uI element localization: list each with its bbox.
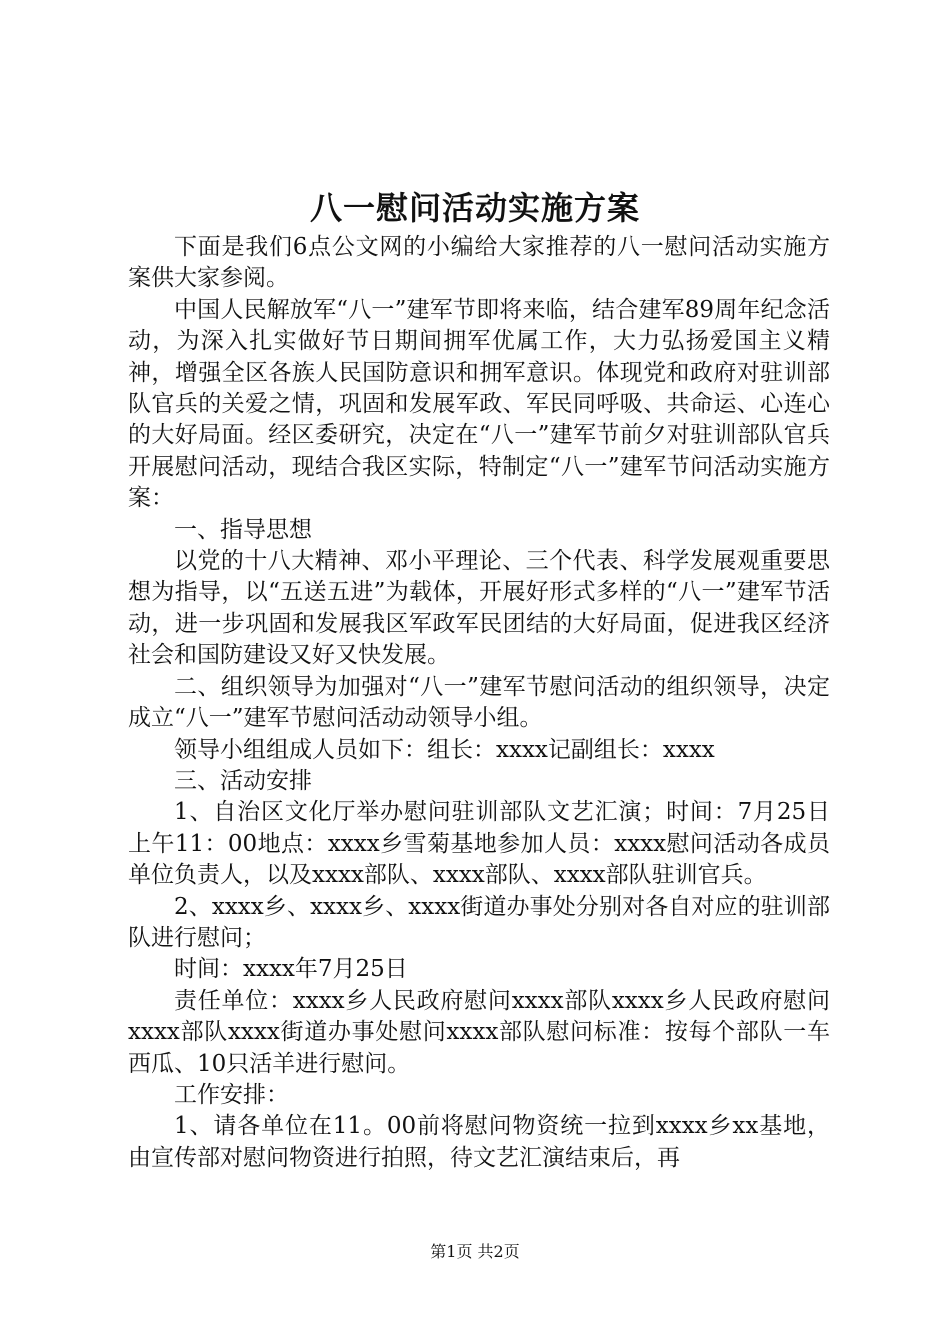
paragraph-responsible-units: 责任单位：xxxx乡人民政府慰问xxxx部队xxxx乡人民政府慰问xxxx部队xxxx街道办事处慰问xxxx部队慰问标准：按每个部队一车西瓜、10只活羊进行慰问。	[128, 987, 830, 1077]
section-heading-guiding-thought: 一、指导思想	[174, 516, 312, 543]
paragraph-activity-2: 2、xxxx乡、xxxx乡、xxxx街道办事处分别对各自对应的驻训部队进行慰问；	[128, 893, 830, 951]
paragraph-leadership-members: 领导小组组成人员如下：组长：xxxx记副组长：xxxx	[174, 736, 715, 763]
paragraph-organization: 二、组织领导为加强对“八一”建军节慰问活动的组织领导，决定成立“八一”建军节慰问活动动领导小组。	[128, 673, 830, 732]
paragraph-intro: 下面是我们6点公文网的小编给大家推荐的八一慰问活动实施方案供大家参阅。	[128, 234, 830, 292]
paragraph-background: 中国人民解放军“八一”建军节即将来临，结合建军89周年纪念活动，为深入扎实做好节日期间拥军优属工作，大力弘扬爱国主义精神，增强全区各族人民国防意识和拥军意识。体现党和政府对驻训部队官兵的关爱之情，巩固和发展军政、军民同呼吸、共命运、心连心的大好局面。经区委研究，决定在“八一”建军节前夕对驻训部队官兵开展慰问活动，现结合我区实际，特制定“八一”建军节问活动实施方案：	[128, 296, 830, 512]
document-title: 八一慰问活动实施方案	[309, 189, 640, 227]
document-body	[128, 232, 830, 1174]
paragraph-work-1: 1、请各单位在11。00前将慰问物资统一拉到xxxx乡xx基地，由宣传部对慰问物资进行拍照，待文艺汇演结束后，再	[128, 1113, 830, 1171]
paragraph-time: 时间：xxxx年7月25日	[174, 956, 408, 983]
paragraph-activity-1: 1、自治区文化厅举办慰问驻训部队文艺汇演；时间：7月25日上午11：00地点：xxxx乡雪菊基地参加人员：xxxx慰问活动各成员单位负责人，以及xxxx部队、xxxx部队、xxxx部队驻训官兵。	[128, 799, 830, 889]
section-heading-work-arrangement: 工作安排：	[174, 1081, 289, 1108]
page-footer: 第1页 共2页	[430, 1242, 520, 1261]
section-heading-activity-arrangement: 三、活动安排	[174, 767, 312, 794]
paragraph-guiding-thought: 以党的十八大精神、邓小平理论、三个代表、科学发展观重要思想为指导，以“五送五进”为载体，开展好形式多样的“八一”建军节活动，进一步巩固和发展我区军政军民团结的大好局面，促进我区经济社会和国防建设又好又快发展。	[128, 548, 830, 669]
